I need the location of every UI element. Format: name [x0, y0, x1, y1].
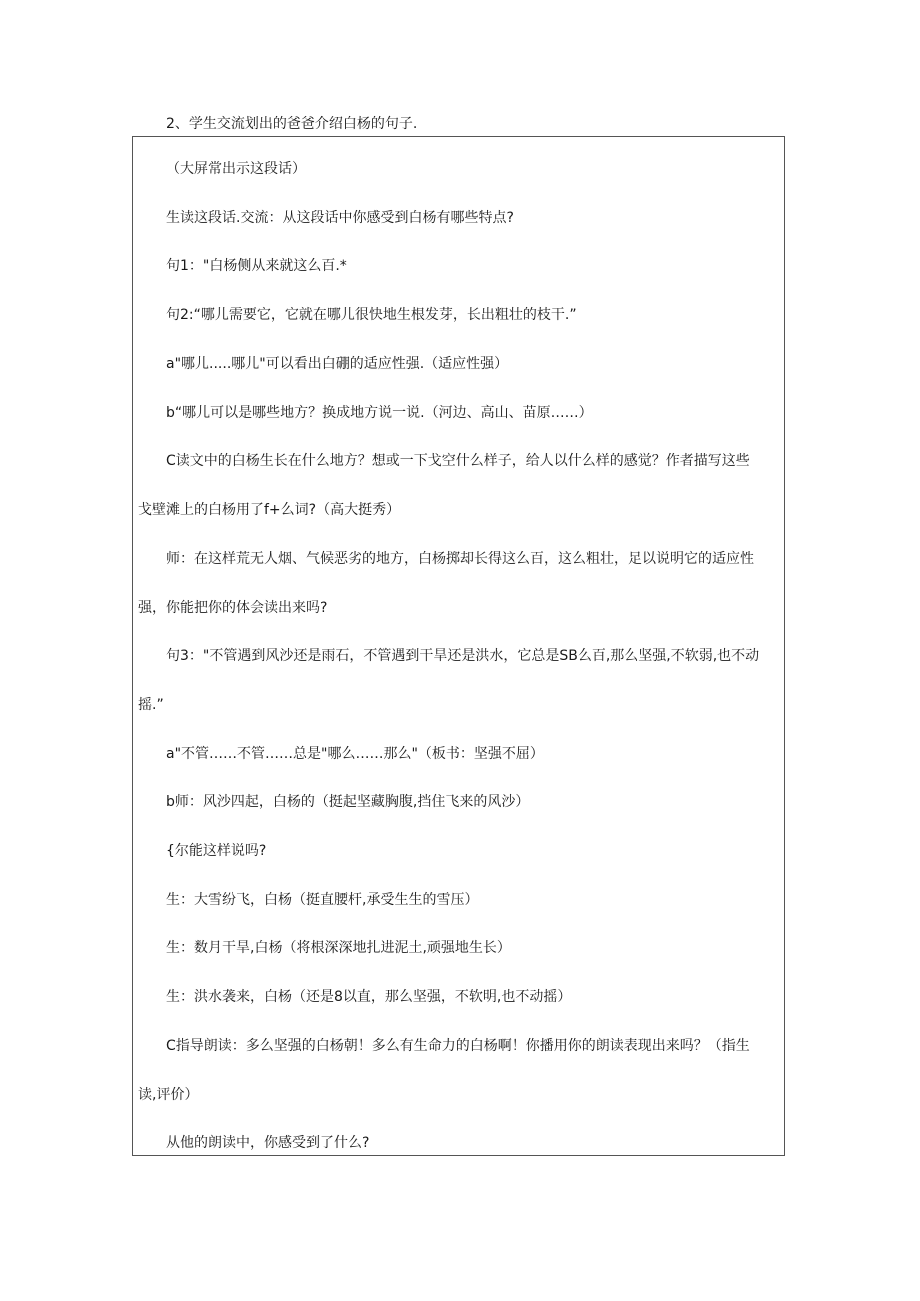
text-line: （大屏常出示这段话） [166, 161, 306, 177]
text-line: 读,评价） [138, 1087, 199, 1103]
text-line: b师：风沙四起，白杨的（挺起坚藏胸腹,挡住飞来的风沙） [166, 794, 530, 810]
text-line: 从他的朗读中，你感受到了什么? [166, 1135, 370, 1151]
text-line: 生：数月干旱,白杨（将根深深地扎进泥土,顽强地生长） [166, 940, 511, 956]
text-line: {尔能这样说吗? [166, 843, 267, 859]
text-line: 句3："不管遇到风沙还是雨石，不管遇到干旱还是洪水，它总是SB么百,那么坚强,不软弱,也不动 [166, 648, 760, 664]
text-line: C指导朗读：多么坚强的白杨朝！多么有生命力的白杨啊！你播用你的朗读表现出来吗？（指生 [166, 1038, 750, 1054]
text-line: 师：在这样荒无人烟、气候恶劣的地方，白杨掷却长得这么百，这么粗壮，足以说明它的适应性 [166, 551, 754, 567]
text-line: 强，你能把你的体会读出来吗? [138, 600, 328, 616]
text-line: 生：洪水袭来，白杨（还是8以直，那么坚强，不软明,也不动摇） [166, 989, 572, 1005]
text-line: 句2:“哪儿需要它，它就在哪儿很快地生根发芽，长出粗壮的枝干.” [166, 307, 577, 323]
text-line: a"哪儿.....哪儿"可以看出白硼的适应性强.（适应性强） [166, 356, 509, 372]
text-line: 生：大雪纷飞，白杨（挺直腰杆,承受生生的雪压） [166, 892, 479, 908]
text-line: b“哪儿可以是哪些地方？换成地方说一说.（河边、高山、苗原……） [166, 405, 593, 421]
text-line: a"不管……不管……总是"哪么……那么"（板书：坚强不屈） [166, 746, 544, 762]
text-line: 句1："白杨侧从来就这么百.* [166, 258, 347, 274]
text-line: 生读这段话.交流：从这段话中你感受到白杨有哪些特点? [166, 210, 514, 226]
section-heading: 2、学生交流划出的爸爸介绍白杨的句子. [166, 116, 418, 132]
text-line: 摇.” [138, 697, 164, 713]
text-line: 戈壁滩上的白杨用了f+么词?（高大挺秀） [138, 502, 401, 518]
text-line: C读文中的白杨生长在什么地方？想或一下戈空什么样子，给人以什么样的感觉？作者描写这些 [166, 453, 750, 469]
